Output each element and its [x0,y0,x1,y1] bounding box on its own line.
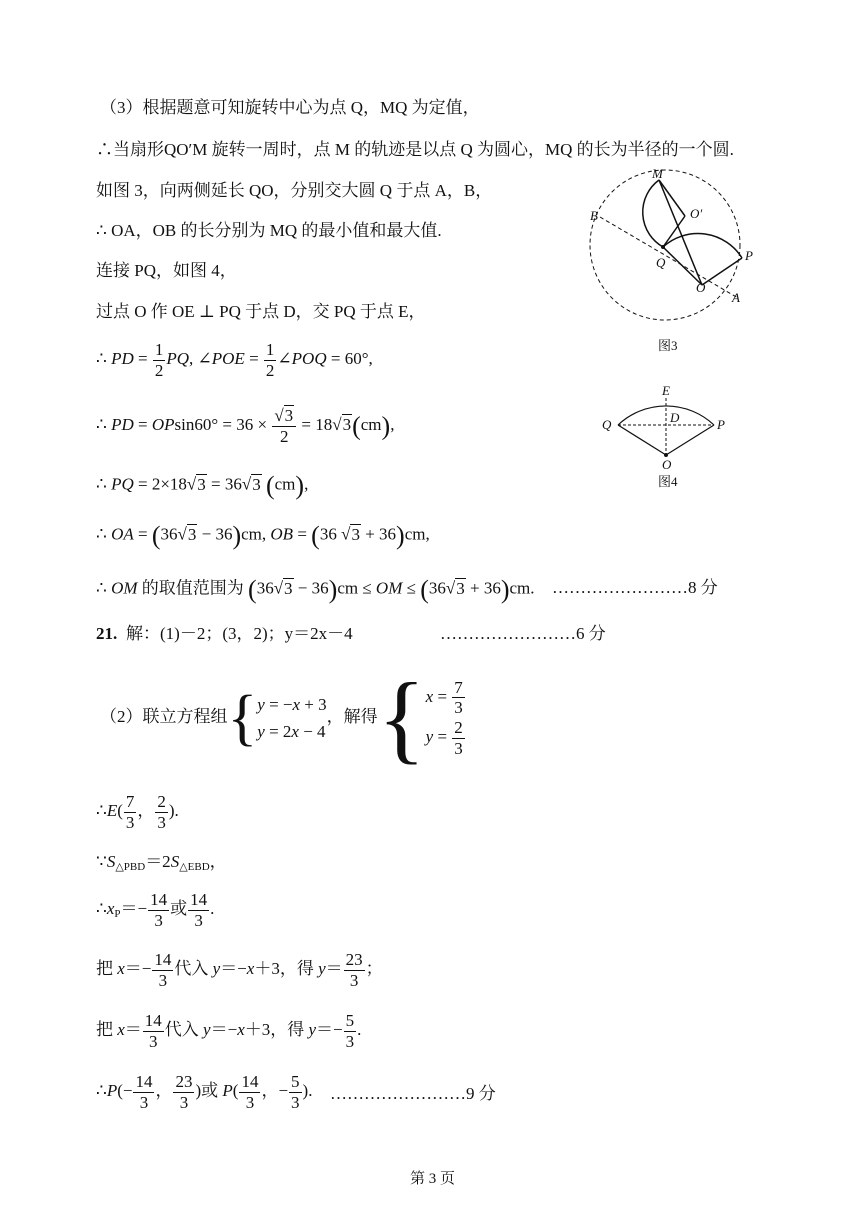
fig4-label: E [662,383,670,398]
line-qo [618,425,666,455]
text-line: ∴ OA，OB 的长分别为 MQ 的最小值和最大值. [96,221,442,240]
formula-line: ∴ PD = $\frac{1}{2}$ PQ, ∠POE = $\frac{1}{2}$ ∠POQ = 60°, [96,340,373,380]
figure-3 [580,160,760,360]
line-ab [600,217,738,298]
score-mark: ……………………6 分 [440,624,606,643]
system-label: （2）联立方程组 [100,706,228,726]
formula-line: ∴ PQ = 2×18√3 = 36√3 (cm), [96,471,309,500]
formula-line: $\therefore x_P=-$ $\frac{14}{3}$ 或 $\frac{14}{3}$ . [96,890,215,930]
arc-p [663,234,742,258]
formula-line: 把 x＝ $\frac{14}{3}$ 代入 y＝−x＋3，得 y＝− $\frac{5}{3}$ . [96,1011,362,1051]
formula-line: ∴ OM 的取值范围为 (36√3 − 36)cm ≤ OM ≤ (36√3 + 36)cm. [96,575,535,604]
text-line: 如图 3，向两侧延长 QO，分别交大圆 Q 于点 A，B， [96,181,493,200]
fig4-label: P [717,417,725,432]
text-line: 解：(1)－2；(3，2)；y＝2x－4 [126,624,353,643]
score-mark: ……………………8 分 [552,578,718,597]
formula-line: ∴E( $\frac{7}{3}$ ， $\frac{2}{3}$ ). [96,792,179,832]
fig3-label: Q [656,255,666,270]
line-po [702,258,742,285]
line-o-prime-q [663,216,685,247]
fig4-label: O [662,457,672,472]
formula-line: $\because S_{\triangle PBD}=2S_{\triangle EBD}$， [96,852,227,873]
fig4-label: Q [602,417,612,432]
figure-4 [596,380,736,495]
fig3-label: O′ [690,206,703,221]
fig3-label: P [745,248,753,263]
line-mo [659,180,702,285]
fig3-caption: 图3 [658,338,678,353]
text-line: 过点 O 作 OE ⊥ PQ 于点 D，交 PQ 于点 E， [96,302,426,321]
equation-system: （2）联立方程组{y = −x + 3 y = 2x − 4，解得{x = $\frac{7}{3}$ y = $\frac{2}{3}$ [100,662,463,773]
formula-line: 把 x＝− $\frac{14}{3}$ 代入 y＝−x＋3，得 y＝ $\frac{23}{3}$ ； [96,950,383,990]
fig3-label: M [652,166,663,181]
question-number: 21. [96,624,118,643]
score-mark: ……………………9 分 [330,1084,496,1103]
text-line: ∴当扇形QO′M 旋转一周时，点 M 的轨迹是以点 Q 为圆心，MQ 的长为半径的一个圆. [96,140,734,159]
arc-m [643,180,663,247]
solve-label: ，解得 [326,706,378,726]
text-line: 连接 PQ，如图 4， [96,261,237,280]
fig4-label: D [670,410,680,425]
line-po [666,425,714,455]
formula-line: ∴ OA = (36√3 − 36)cm, OB = (36 √3 + 36)cm, [96,521,430,550]
fig3-label: A [732,290,740,305]
formula-line: ∴P(− $\frac{14}{3}$ ， $\frac{23}{3}$ )或 P( $\frac{14}{3}$ ，− $\frac{5}{3}$ ). [96,1072,313,1112]
text-line: （3）根据题意可知旋转中心为点 Q，MQ 为定值， [100,98,480,117]
page-footer: 第 3 页 [410,1171,456,1187]
fig3-label: B [590,208,598,223]
formula-line: ∴ PD = OPsin60° = 36 × $\frac{√3}{2}$ = 18√3(cm), [96,406,395,446]
point-q [661,245,665,249]
fig4-caption: 图4 [658,474,678,489]
fig3-label: O [696,280,706,295]
